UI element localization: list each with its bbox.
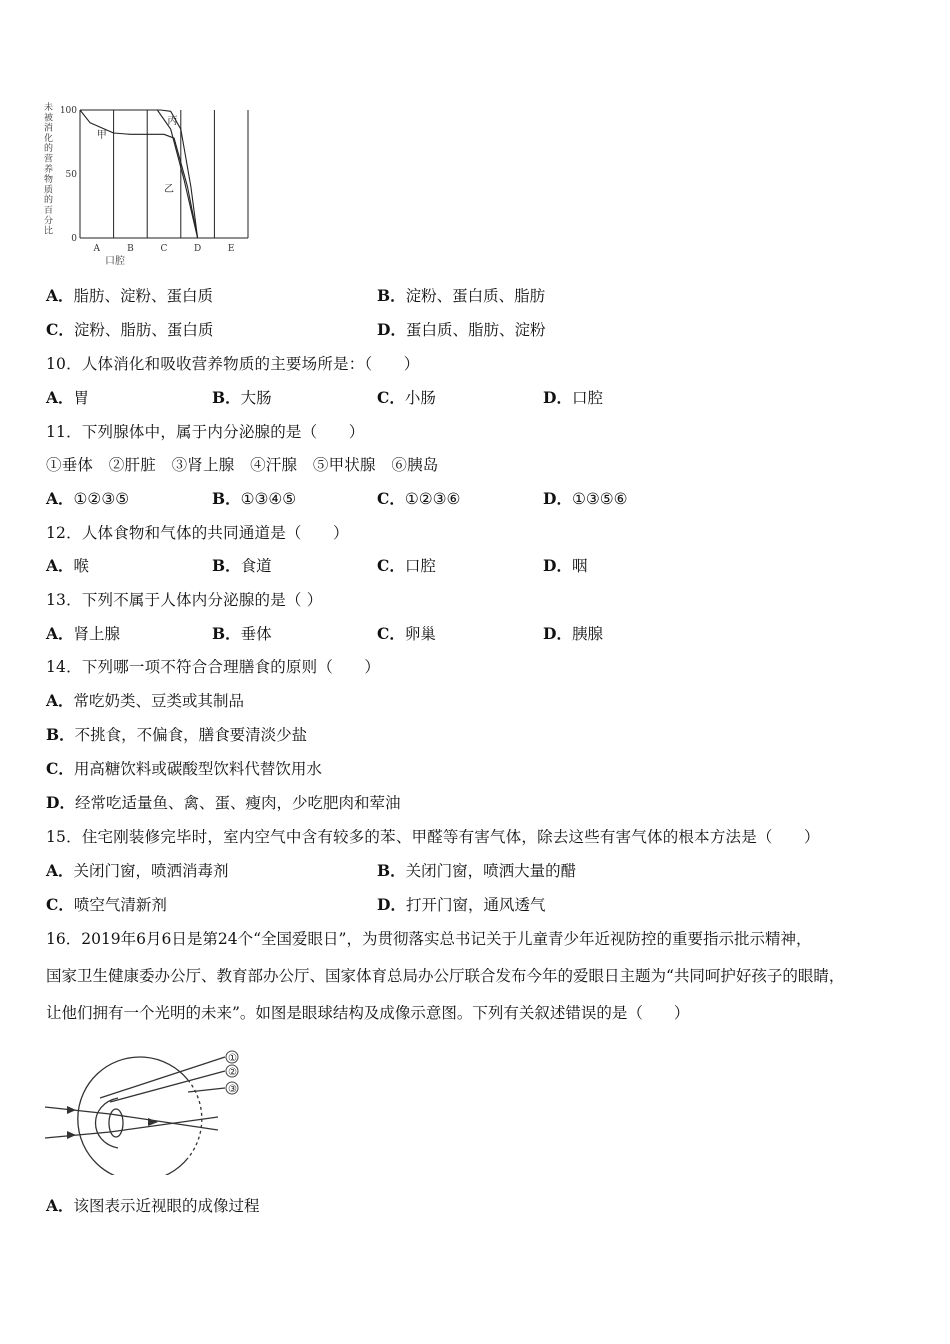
q10-option-b[interactable] [212,388,272,408]
q9-option-c[interactable] [46,320,213,340]
y-tick-label: 50 [65,170,77,180]
option-text: ①③⑤⑥ [571,490,628,508]
q14-option-a[interactable] [46,691,244,711]
q12-option-a[interactable] [46,556,89,576]
q10-option-c[interactable] [377,388,436,408]
leader-line-1 [100,1057,225,1098]
x-tick-label: A [93,244,101,254]
option-key: A． [46,388,74,407]
option-text: ①②③⑤ [73,490,130,508]
option-text: 口腔 [404,557,436,575]
option-key: D． [377,320,406,339]
y-axis-label-char: 分 [44,216,54,227]
y-axis-label-char: 物 [44,175,54,186]
q9-option-d[interactable] [377,320,545,340]
option-text: 关闭门窗，喷洒消毒剂 [73,862,229,880]
q13-option-b[interactable] [212,624,272,644]
q12-option-b[interactable] [212,556,272,576]
option-text: 食道 [240,557,272,575]
x-tick-label: C [160,244,168,254]
q15-stem: 15．住宅刚装修完毕时，室内空气中含有较多的苯、甲醛等有害气体，除去这些有害气体的根本方法是（ ） [46,828,820,846]
option-text: 打开门窗，通风透气 [405,896,546,914]
y-axis-label-char: 营 [44,154,54,165]
option-key: B． [377,861,406,880]
y-axis-label-char: 比 [44,226,54,237]
q14-stem: 14．下列哪一项不符合合理膳食的原则（ ） [46,658,381,676]
chart-y-ticks [60,106,77,244]
q14-option-b[interactable] [46,725,307,745]
option-key: C． [377,556,405,575]
option-key: A． [46,1196,74,1215]
option-key: B． [212,624,241,643]
x-tick-label: D [193,244,202,254]
option-text: 胰腺 [571,625,603,643]
option-text: 用高糖饮料或碳酸型饮料代替饮用水 [73,760,322,778]
option-key: A． [46,861,74,880]
leader-line-3 [188,1088,225,1092]
q12-stem: 12．人体食物和气体的共同通道是（ ） [46,524,349,542]
q13-option-a[interactable] [46,624,120,644]
q11-option-d[interactable] [543,489,628,509]
option-text: 淀粉、蛋白质、脂肪 [405,287,546,305]
cornea [96,1098,119,1148]
option-key: A． [46,489,74,508]
q11-option-b[interactable] [212,489,296,509]
option-key: A． [46,691,74,710]
option-key: A． [46,286,74,305]
y-axis-label-char: 养 [44,164,54,175]
series-label: 乙 [164,183,174,195]
label-1: ① [228,1053,237,1064]
option-text: 口腔 [571,389,603,407]
chart-y-axis-label [44,101,53,237]
q13-option-d[interactable] [543,624,603,644]
y-axis-label-char: 未 [44,103,54,113]
option-key: D． [543,556,572,575]
label-2: ② [228,1067,237,1078]
label-3: ③ [228,1084,237,1095]
option-key: C． [46,320,74,339]
y-tick-label: 100 [59,106,77,116]
q14-option-d[interactable] [46,793,400,813]
option-text: 咽 [571,557,588,575]
option-text: 关闭门窗，喷洒大量的醋 [405,862,577,880]
option-text: 大肠 [240,389,272,407]
q13-option-c[interactable] [377,624,436,644]
x-tick-label: E [227,244,235,254]
chart-x-note: 口腔 [105,256,125,267]
arrow-head [148,1118,158,1126]
q15-option-b[interactable] [377,861,576,881]
y-axis-label-text [44,101,53,237]
option-text: 淀粉、脂肪、蛋白质 [73,321,214,339]
series-label: 甲 [96,130,107,142]
option-text: ①②③⑥ [404,490,461,508]
option-text: 经常吃适量鱼、禽、蛋、瘦肉，少吃肥肉和荤油 [74,794,401,812]
q10-stem: 10．人体消化和吸收营养物质的主要场所是：（ ） [46,355,420,373]
option-text: 该图表示近视眼的成像过程 [73,1197,260,1215]
chart-series [80,110,198,238]
option-text: ①③④⑤ [240,490,297,508]
q11-items: ①垂体 ②肝脏 ③肾上腺 ④汗腺 ⑤甲状腺 ⑥胰岛 [46,456,439,474]
q11-option-c[interactable] [377,489,460,509]
option-key: A． [46,624,74,643]
option-text: 喉 [73,557,90,575]
option-text: 肾上腺 [73,625,121,643]
q16-stem-line-2: 国家卫生健康委办公厅、教育部办公厅、国家体育总局办公厅联合发布今年的爱眼日主题为“共同呵护好孩子的眼睛， [46,967,845,985]
option-text: 小肠 [404,389,436,407]
y-axis-label-char: 质 [44,185,54,196]
arrow-head [67,1131,76,1139]
q9-option-b[interactable] [377,286,545,306]
q12-option-d[interactable] [543,556,587,576]
option-text: 蛋白质、脂肪、淀粉 [405,321,546,339]
option-key: C． [46,759,74,778]
option-text: 不挑食，不偏食，膳食要清淡少盐 [74,726,308,744]
series-label: 丙 [167,116,178,128]
option-text: 胃 [73,389,90,407]
option-key: C． [377,624,405,643]
option-key: B． [212,489,241,508]
q12-option-c[interactable] [377,556,436,576]
option-text: 卵巢 [404,625,436,643]
lens [109,1109,123,1137]
arrow-head [67,1106,76,1114]
option-key: D． [46,793,75,812]
y-axis-label-char: 百 [44,206,54,216]
option-text: 垂体 [240,625,272,643]
option-key: B． [377,286,406,305]
y-tick-label: 0 [71,234,77,244]
option-key: B． [212,388,241,407]
q11-option-a[interactable] [46,489,129,509]
option-key: B． [46,725,75,744]
option-key: C． [377,388,405,407]
option-key: A． [46,556,74,575]
option-key: B． [212,556,241,575]
option-key: C． [46,895,74,914]
q16-option-a[interactable] [46,1196,260,1216]
option-text: 常吃奶类、豆类或其制品 [73,692,245,710]
y-axis-label-char: 消 [44,123,54,134]
x-tick-label: B [127,244,134,254]
y-axis-label-char: 的 [44,144,54,155]
q15-option-c[interactable] [46,895,167,915]
option-key: D． [543,489,572,508]
q14-option-c[interactable] [46,759,322,779]
option-text: 喷空气清新剂 [73,896,167,914]
option-text: 脂肪、淀粉、蛋白质 [73,287,214,305]
digestion-chart [40,100,260,270]
q10-option-a[interactable] [46,388,89,408]
q16-stem-line-1: 16．2019年6月6日是第24个“全国爱眼日”，为贯彻落实总书记关于儿童青少年近视防控的重要指示批示精神， [46,930,812,948]
chart-x-ticks [93,244,235,254]
y-axis-label-char: 被 [44,113,54,124]
eyeball-diagram [40,1040,250,1175]
q15-option-a[interactable] [46,861,229,881]
y-axis-label-char: 化 [44,133,54,144]
q9-option-a[interactable] [46,286,213,306]
q10-option-d[interactable] [543,388,603,408]
q16-stem-line-3: 让他们拥有一个光明的未来”。如图是眼球结构及成像示意图。下列有关叙述错误的是（ ） [46,1004,690,1022]
q11-stem: 11．下列腺体中，属于内分泌腺的是（ ） [46,423,365,441]
option-key: D． [543,624,572,643]
option-key: C． [377,489,405,508]
y-axis-label-char: 的 [44,195,54,206]
q13-stem: 13．下列不属于人体内分泌腺的是（ ） [46,591,323,609]
q15-option-d[interactable] [377,895,545,915]
option-key: D． [377,895,406,914]
option-key: D． [543,388,572,407]
